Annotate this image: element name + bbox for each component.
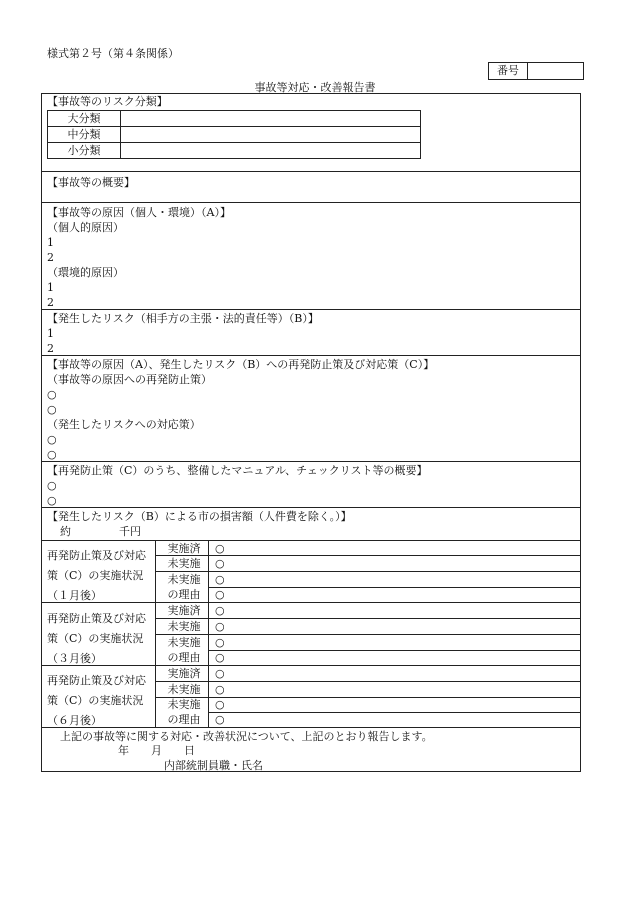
cause-personal-item: 1 [47,236,54,249]
status-mark: ○ [215,604,225,617]
footer-date: 年 月 日 [118,744,195,757]
risk-row-middle [48,127,421,143]
risk-classification-table [47,110,421,159]
status-mark: ○ [215,683,225,696]
status-mark: ○ [215,573,225,586]
divider [41,355,581,356]
divider [41,309,581,310]
status-mark: ○ [215,636,225,649]
number-value[interactable] [528,63,583,79]
status-block-label: 再発防止策及び対応策（C）の実施状況（６月後） [47,674,146,727]
document-title: 事故等対応・改善報告書 [254,81,376,94]
measures-prevention-label: （事故等の原因への再発防止策） [47,373,212,386]
risk-value[interactable] [121,111,421,127]
status-block-label: 再発防止策及び対応策（C）の実施状況（３月後） [47,612,146,665]
row-divider [208,712,581,713]
status-mark: ○ [215,620,225,633]
row-divider [208,650,581,651]
status-reason-label: の理由 [167,588,201,601]
status-not-done-label: 未実施 [167,683,201,696]
cause-environment-item: 2 [47,296,54,309]
risk-row-major [48,111,421,127]
status-done-label: 実施済 [167,542,201,555]
risk-label: 小分類 [48,143,121,159]
measures-prevention-item: ○ [47,403,57,416]
manual-heading: 【再発防止策（C）のうち、整備したマニュアル、チェックリスト等の概要】 [47,464,428,477]
measures-response-item: ○ [47,433,57,446]
measures-response-label: （発生したリスクへの対応策） [47,418,201,431]
risk-row-minor [48,143,421,159]
divider [41,171,581,172]
status-mark: ○ [215,698,225,711]
status-not-done-label: 未実施 [167,557,201,570]
divider [41,727,581,728]
measures-heading: 【事故等の原因（A）、発生したリスク（B）への再発防止策及び対応策（C）】 [47,358,435,371]
measures-response-item: ○ [47,448,57,461]
divider [41,507,581,508]
status-reason-label: 未実施 [167,573,201,586]
divider [41,665,581,666]
status-done-label: 実施済 [167,667,201,680]
status-block-label: 再発防止策及び対応策（C）の実施状況（１月後） [47,549,146,602]
status-reason-label: 未実施 [167,636,201,649]
status-mark: ○ [215,542,225,555]
form-number: 様式第２号（第４条関係） [47,47,179,60]
status-mark: ○ [215,651,225,664]
status-mark: ○ [215,713,225,726]
divider [41,602,581,603]
status-reason-label: 未実施 [167,698,201,711]
status-mark: ○ [215,667,225,680]
footer-statement: 上記の事故等に関する対応・改善状況について、上記のとおり報告します。 [60,730,433,743]
risk-label: 大分類 [48,111,121,127]
risk-item: 1 [47,327,54,340]
risk-item: 2 [47,342,54,355]
risk-classification-heading: 【事故等のリスク分類】 [47,95,168,108]
risk-value[interactable] [121,143,421,159]
number-box [488,62,584,80]
manual-item: ○ [47,479,57,492]
divider [41,202,581,203]
cause-environment-item: 1 [47,281,54,294]
status-reason-label: の理由 [167,651,201,664]
footer-signer: 内部統制員職・氏名 [164,759,263,772]
status-mark: ○ [215,557,225,570]
cause-personal-item: 2 [47,251,54,264]
cause-personal-label: （個人的原因） [47,221,124,234]
risk-heading: 【発生したリスク（相手方の主張・法的責任等）（B）】 [47,312,319,325]
risk-value[interactable] [121,127,421,143]
status-mark: ○ [215,588,225,601]
row-divider [208,587,581,588]
number-label: 番号 [489,63,528,79]
damage-approx: 約 [60,525,71,538]
manual-item: ○ [47,494,57,507]
status-not-done-label: 未実施 [167,620,201,633]
measures-prevention-item: ○ [47,388,57,401]
status-done-label: 実施済 [167,604,201,617]
overview-heading: 【事故等の概要】 [47,176,135,189]
risk-label: 中分類 [48,127,121,143]
divider [41,461,581,462]
cause-heading: 【事故等の原因（個人・環境）（A）】 [47,206,231,219]
status-reason-label: の理由 [167,713,201,726]
damage-heading: 【発生したリスク（B）による市の損害額（人件費を除く。）】 [47,510,352,523]
cause-environment-label: （環境的原因） [47,266,124,279]
divider [41,540,581,541]
damage-unit: 千円 [119,525,141,538]
